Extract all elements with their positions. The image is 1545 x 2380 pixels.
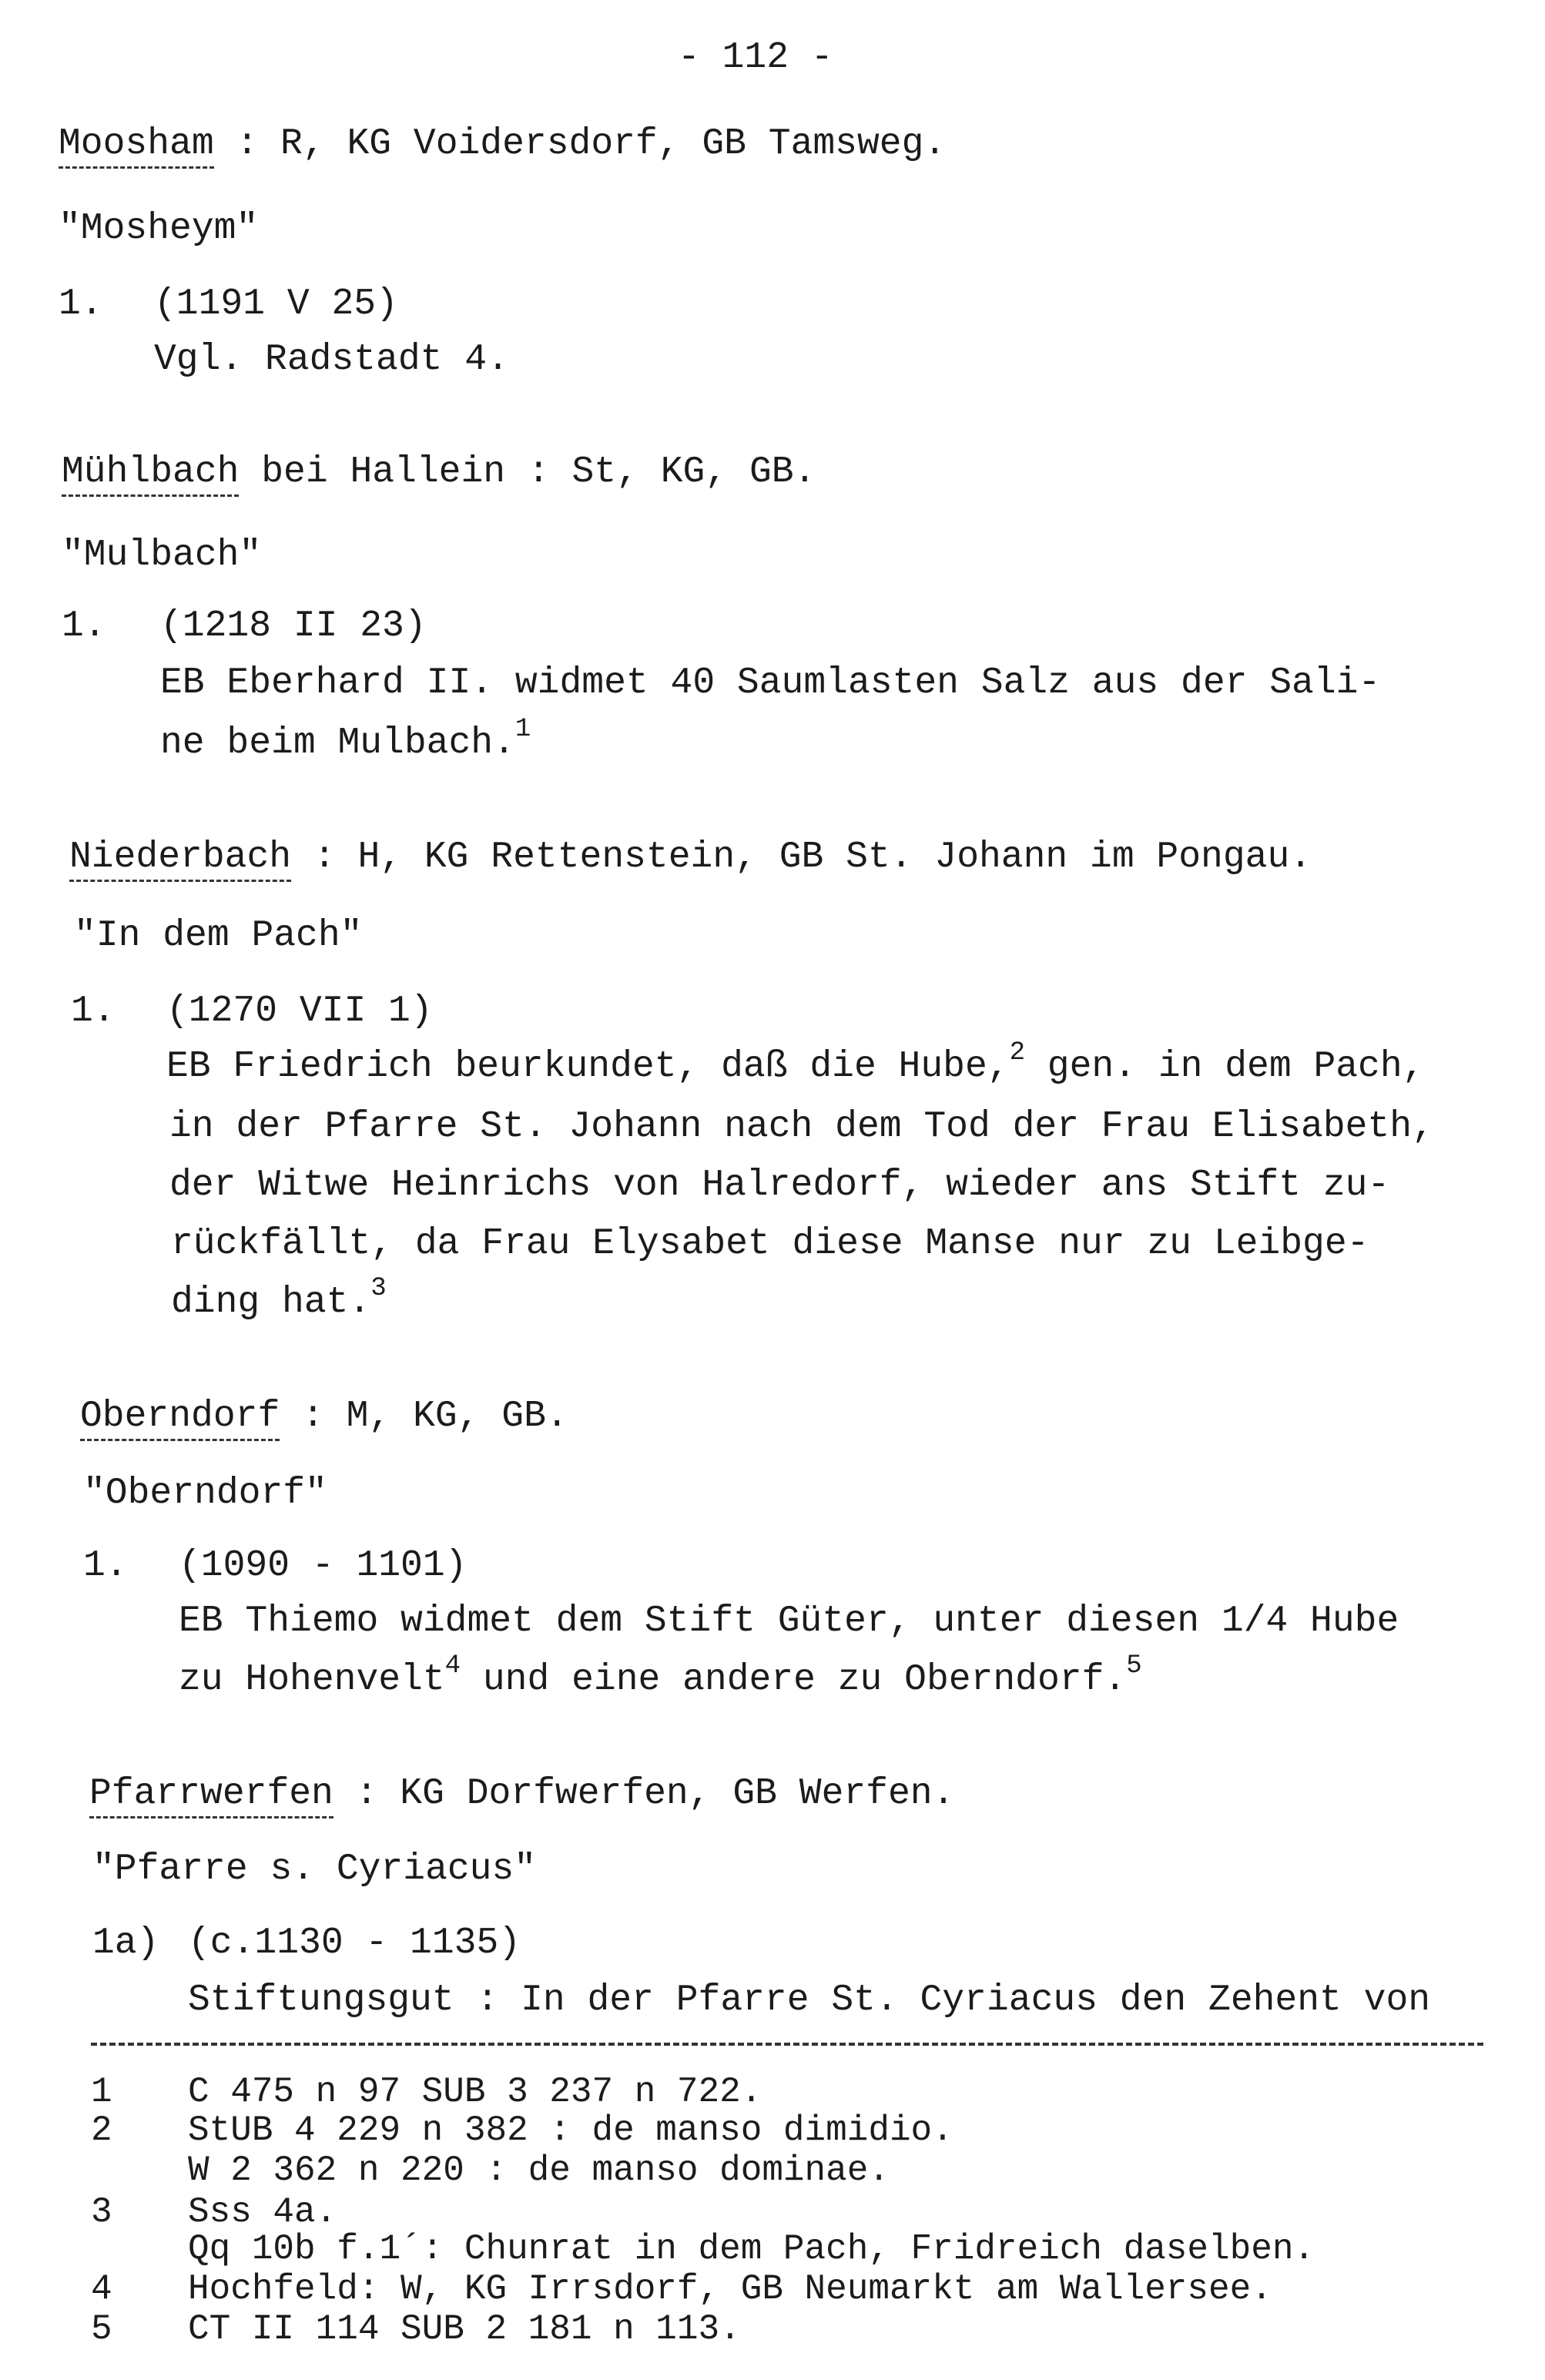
place-name: Mühlbach bbox=[62, 451, 239, 497]
item-date: (1270 VII 1) bbox=[166, 991, 433, 1032]
place-name: Moosham bbox=[59, 123, 214, 169]
place-info: : R, KG Voidersdorf, GB Tamsweg. bbox=[213, 123, 947, 165]
footnote-separator bbox=[91, 2043, 1483, 2046]
item-number: 1. bbox=[62, 605, 106, 647]
item-text: Stiftungsgut : In der Pfarre St. Cyriacus den Zehent von bbox=[188, 1979, 1431, 2021]
item-number: 1a) bbox=[92, 1922, 159, 1964]
place-name: Pfarrwerfen bbox=[89, 1773, 333, 1819]
place-name: Niederbach bbox=[69, 836, 291, 882]
item-text: in der Pfarre St. Johann nach dem Tod der Frau Elisabeth, bbox=[169, 1106, 1434, 1148]
entry-heading bbox=[80, 1396, 568, 1437]
item-date: (1218 II 23) bbox=[160, 605, 427, 647]
entry-heading bbox=[89, 1773, 954, 1815]
footnote-mark: 1 bbox=[514, 715, 531, 744]
footnote-mark: 2 bbox=[1009, 1038, 1025, 1068]
place-quote: "Oberndorf" bbox=[83, 1473, 327, 1514]
document-page: - 112 - Moosham : R, KG Voidersdorf, GB Tamsweg. "Mosheym" 1. (1191 V 25) Vgl. Radstadt 4. Mühlbach bei Hallein : St, KG, GB. "Mulbach" 1. (1218 II 23) EB Eberhard II. widmet 40 Saumlasten Salz aus der Sali- ne beim Mulbach.$^1$ Niederbach : H, KG Rettenstein, GB St. Johann im Pongau. "In dem Pach" 1. (1270 VII 1) EB Friedrich beurkundet, daß die Hube,$^2$ gen. in dem Pach, in der Pfarre St. Johann nach dem Tod der Frau Elisabeth, der Witwe Heinrichs von Halredorf, wieder ans Stift zu- rückfällt, da Frau Elysabet diese Manse nur zu Leibge- ding hat.$^3$ Oberndorf : M, KG, GB. "Oberndorf" 1. (1090 - 1101) EB Thiemo widmet dem Stift Güter, unter diesen 1/4 Hube zu Hohenvelt$^4$ und eine andere zu Oberndorf.$^5$ Pfarrwerfen : KG Dorfwerfen, GB Werfen. "Pfarre s. Cyriacus" 1a) (c.1130 - 1135) Stiftungsgut : In der Pfarre St. Cyriacus den Zehent von 1 C 475 n 97 SUB 3 237 n 722. 2 StUB 4 229 n 382 : de manso dimidio. W 2 362 n 220 : de manso dominae. 3 Sss 4a. Qq 10b f.1´: Chunrat in dem Pach, Fridreich daselben. 4 Hochfeld: W, KG Irrsdorf, GB Neumarkt am Wallersee. 5 CT II 114 SUB 2 181 n 113. bbox=[0, 0, 1545, 2380]
place-quote: "In dem Pach" bbox=[74, 915, 363, 957]
item-date: (1090 - 1101) bbox=[179, 1545, 468, 1587]
item-date: (1191 V 25) bbox=[154, 283, 398, 325]
item-text: ding hat.$^3$ bbox=[171, 1274, 387, 1323]
place-quote: "Pfarre s. Cyriacus" bbox=[92, 1849, 537, 1890]
item-text: EB Eberhard II. widmet 40 Saumlasten Salz aus der Sali- bbox=[160, 662, 1381, 704]
item-date: (c.1130 - 1135) bbox=[188, 1922, 521, 1964]
place-info: : M, KG, GB. bbox=[280, 1396, 568, 1437]
footnote-mark: 4 bbox=[444, 1651, 461, 1681]
place-quote: "Mulbach" bbox=[62, 535, 262, 576]
item-text: zu Hohenvelt$^4$ und eine andere zu Oberndorf.$^5$ bbox=[179, 1651, 1142, 1701]
item-number: 1. bbox=[83, 1545, 128, 1587]
item-number: 1. bbox=[59, 283, 103, 325]
place-info: : H, KG Rettenstein, GB St. Johann im Pongau. bbox=[291, 836, 1312, 878]
page-number: - 112 - bbox=[678, 37, 833, 79]
footnote-mark: 3 bbox=[370, 1274, 387, 1303]
item-text: rückfällt, da Frau Elysabet diese Manse nur zu Leibge- bbox=[171, 1223, 1369, 1265]
footnote-mark: 5 bbox=[1126, 1651, 1142, 1681]
item-text: EB Friedrich beurkundet, daß die Hube,$^2$ gen. in dem Pach, bbox=[166, 1038, 1425, 1088]
entry-heading bbox=[59, 123, 946, 165]
item-text: EB Thiemo widmet dem Stift Güter, unter diesen 1/4 Hube bbox=[179, 1601, 1399, 1642]
place-info: bei Hallein : St, KG, GB. bbox=[239, 451, 816, 493]
entry-heading bbox=[69, 836, 1312, 878]
item-text: ne beim Mulbach.$^1$ bbox=[160, 715, 531, 764]
item-text: Vgl. Radstadt 4. bbox=[154, 339, 509, 380]
entry-heading bbox=[62, 451, 816, 493]
item-number: 1. bbox=[71, 991, 116, 1032]
item-text: der Witwe Heinrichs von Halredorf, wieder ans Stift zu- bbox=[169, 1165, 1390, 1206]
place-info: : KG Dorfwerfen, GB Werfen. bbox=[333, 1773, 955, 1815]
place-name: Oberndorf bbox=[80, 1396, 280, 1441]
place-quote: "Mosheym" bbox=[59, 208, 259, 250]
